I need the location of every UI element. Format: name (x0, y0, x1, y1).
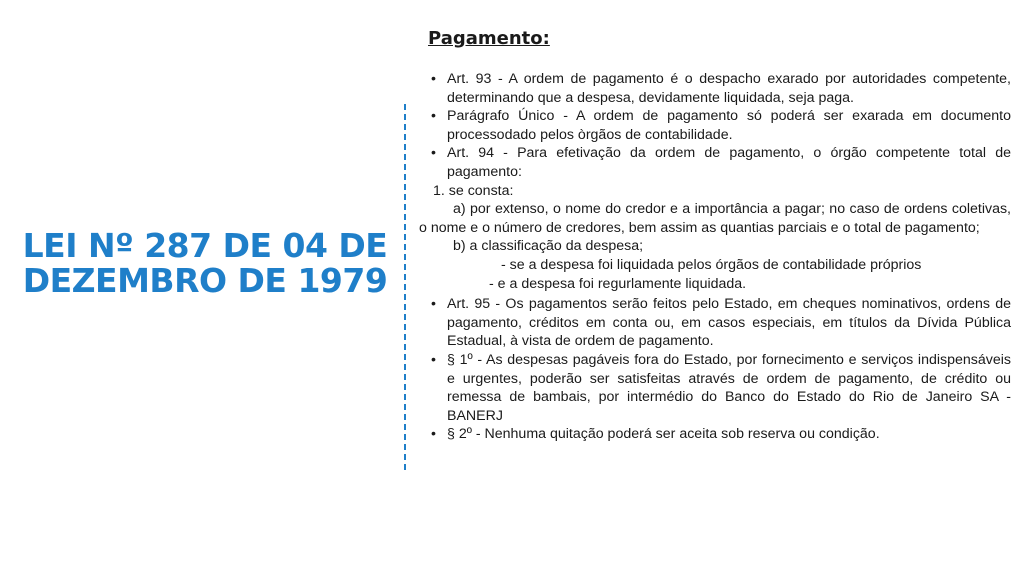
bullet-icon: • (431, 296, 436, 313)
list-item-paragrafo-2 (419, 425, 1011, 444)
sub-item-a: a) por extenso, o nome do credor e a importância a pagar; no caso de ordens coletivas, o nome e o número de credores, bem assim as quantias parciais e o total de pagamento; (419, 201, 1011, 236)
list-item-art-95 (419, 295, 1011, 351)
dashed-divider (404, 104, 406, 470)
dash-item-regularmente: - e a despesa foi regurlamente liquidada. (489, 275, 747, 292)
article-list (419, 70, 1011, 444)
list-item-text: Art. 93 - A ordem de pagamento é o despacho exarado por autoridades competente, determinando que a despesa, devidamente liquidada, seja paga. (447, 71, 1011, 106)
list-item-text: Parágrafo Único - A ordem de pagamento só poderá ser exarada em documento processodado pelos òrgãos de contabilidade. (447, 108, 1011, 143)
law-title: LEI Nº 287 DE 04 DE DEZEMBRO DE 1979 (22, 226, 388, 300)
sub-item-b: b) a classificação da despesa; (453, 238, 644, 255)
list-item-text: § 2º - Nenhuma quitação poderá ser aceita sob reserva ou condição. (447, 426, 880, 443)
section-heading: Pagamento: (428, 28, 550, 49)
list-item-text: Art. 94 - Para efetivação da ordem de pagamento, o órgão competente total de pagamento: (447, 145, 1011, 180)
list-item-text: Art. 95 - Os pagamentos serão feitos pelo Estado, em cheques nominativos, ordens de pagamento, créditos em conta ou, em casos especiais, em títulos da Dívida Pública Estadual, à vista de ordem de pagamento. (447, 296, 1011, 350)
list-item-art-93 (419, 70, 1011, 107)
bullet-icon: • (431, 145, 436, 162)
list-item-paragrafo-1 (419, 351, 1011, 425)
numbered-item: 1. se consta: (433, 182, 514, 199)
list-item-paragrafo-unico (419, 107, 1011, 144)
bullet-icon: • (431, 108, 436, 125)
list-item-text: § 1º - As despesas pagáveis fora do Estado, por fornecimento e serviços indispensáveis e urgentes, poderão ser satisfeitas através de ordem de pagamento, de crédito ou remessa de bambais, por intermédio do Banco do Estado do Rio de Janeiro SA - BANERJ (447, 351, 1011, 424)
bullet-icon: • (431, 426, 436, 443)
list-item-art-94 (419, 144, 1011, 181)
bullet-icon: • (431, 351, 436, 368)
dash-item-liquidada-orgaos: - se a despesa foi liquidada pelos órgãos de contabilidade próprios (501, 256, 922, 273)
bullet-icon: • (431, 71, 436, 87)
